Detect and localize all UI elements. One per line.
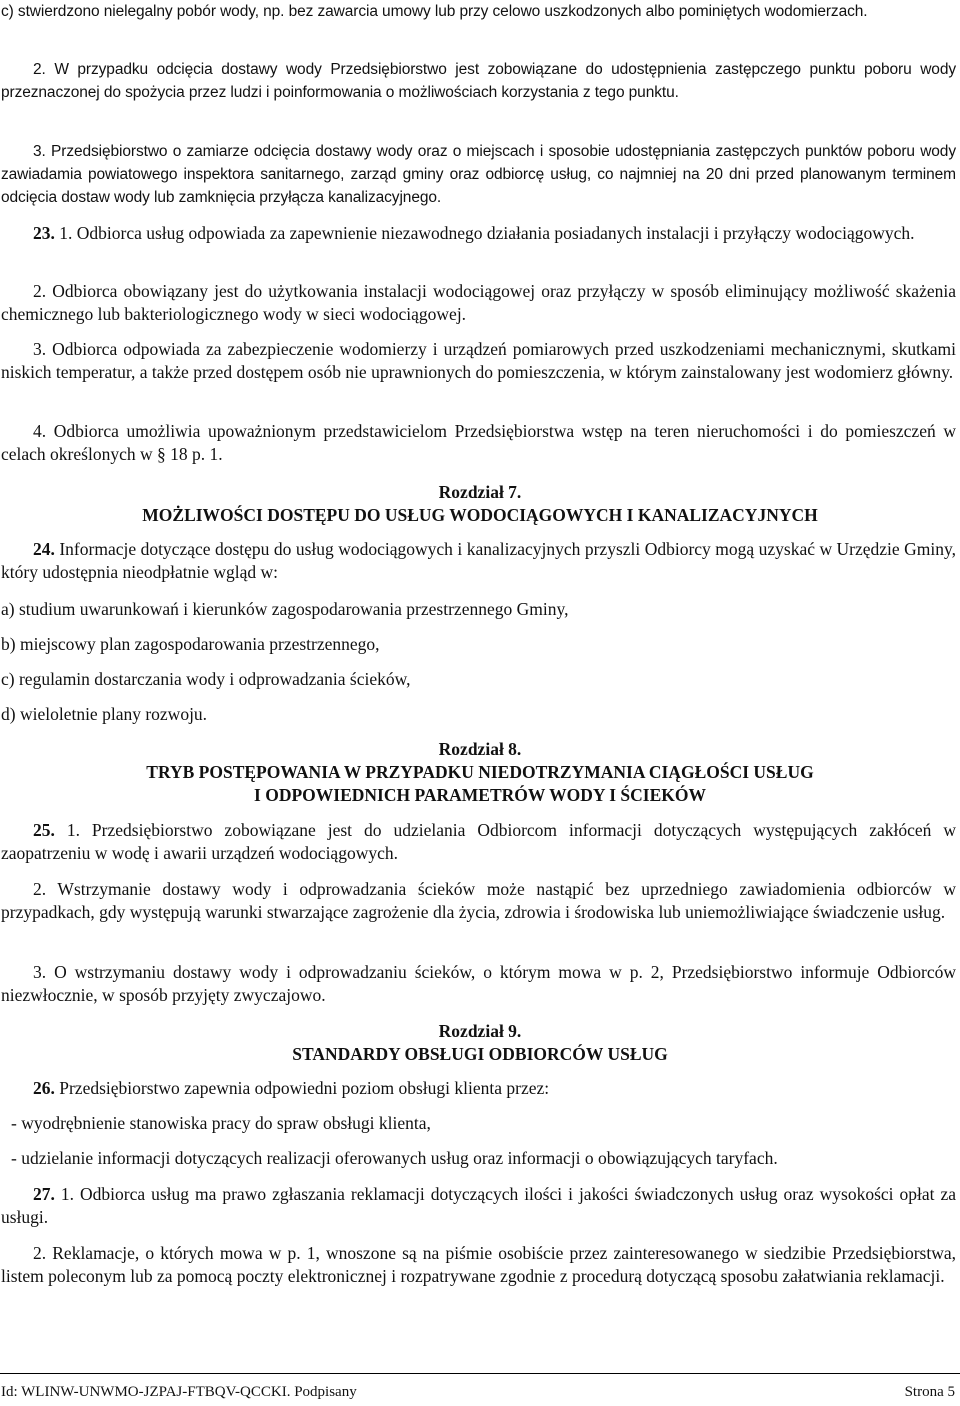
section-26 — [1, 1077, 956, 1100]
paragraph-number: 2. — [33, 61, 46, 78]
paragraph-3 — [1, 140, 956, 209]
chapter-8-label: Rozdział 8. — [438, 739, 522, 759]
section-25-point-2 — [1, 878, 956, 924]
section-25-point-3 — [1, 961, 956, 1007]
list-item-dash-2: - udzielanie informacji dotyczących realizacji oferowanych usług oraz informacji o obowiązujących taryfach. — [11, 1148, 778, 1168]
section-number: 25. — [33, 820, 55, 840]
paragraph-2 — [1, 58, 956, 104]
section-number: 23. — [33, 223, 55, 243]
paragraph-number: 3. — [33, 143, 46, 160]
list-item-a: a) studium uwarunkowań i kierunków zagospodarowania przestrzennego Gminy, — [1, 599, 569, 619]
section-24 — [1, 538, 956, 584]
section-23-point-2 — [1, 280, 956, 326]
paragraph-text: Przedsiębiorstwo zapewnia odpowiedni poziom obsługi klienta przez: — [59, 1078, 550, 1098]
section-23-point-1 — [1, 222, 956, 245]
section-25-point-1 — [1, 819, 956, 865]
paragraph-text: 2. Odbiorca obowiązany jest do użytkowania instalacji wodociągowej oraz przyłączy w sposób eliminujący możliwość skażenia chemicznego lub bakteriologicznego wody w sieci wodociągowej. — [1, 281, 956, 324]
section-27-point-2 — [1, 1242, 956, 1288]
paragraph-text: Informacje dotyczące dostępu do usług wodociągowych i kanalizacyjnych przyszli Odbiorcy mogą uzyskać w Urzędzie Gminy, który udostępnia nieodpłatnie wgląd w: — [1, 539, 956, 582]
chapter-8-title-line-1: TRYB POSTĘPOWANIA W PRZYPADKU NIEDOTRZYMANIA CIĄGŁOŚCI USŁUG — [146, 762, 814, 782]
paragraph-text: 2. Reklamacje, o których mowa w p. 1, wnoszone są na piśmie osobiście przez zainteresowanego w siedzibie Przedsiębiorstwa, listem poleconym lub za pomocą poczty elektronicznej i rozpatrywane zgodnie z procedurą dotyczącą sposobu załatwiania reklamacji. — [1, 1243, 956, 1286]
paragraph-text: 3. Odbiorca odpowiada za zabezpieczenie wodomierzy i urządzeń pomiarowych przed uszkodzeniami mechanicznymi, skutkami niskich temperatur, a także przed dostępem osób nie uprawnionych do pomieszczenia, w którym zainstalowany jest wodomierz główny. — [1, 339, 956, 382]
footer-document-id: Id: WLINW-UNWMO-JZPAJ-FTBQV-QCCKI. Podpisany — [1, 1384, 357, 1400]
paragraph-text: c) stwierdzono nielegalny pobór wody, np. bez zawarcia umowy lub przy celowo uszkodzonych albo pominiętych wodomierzach. — [1, 3, 868, 20]
paragraph-text: 1. Odbiorca usług odpowiada za zapewnienie niezawodnego działania posiadanych instalacji i przyłączy wodociągowych. — [59, 223, 915, 243]
chapter-7-title: MOŻLIWOŚCI DOSTĘPU DO USŁUG WODOCIĄGOWYCH I KANALIZACYJNYCH — [142, 505, 818, 525]
chapter-8-title-line-2: I ODPOWIEDNICH PARAMETRÓW WODY I ŚCIEKÓW — [254, 785, 706, 805]
section-23-point-3 — [1, 338, 956, 384]
section-number: 24. — [33, 539, 55, 559]
paragraph-text: 3. O wstrzymaniu dostawy wody i odprowadzaniu ścieków, o którym mowa w p. 2, Przedsiębiorstwo informuje Odbiorców niezwłocznie, w sposób przyjęty zwyczajowo. — [1, 962, 956, 1005]
list-item-b: b) miejscowy plan zagospodarowania przestrzennego, — [1, 634, 380, 654]
chapter-9-title: STANDARDY OBSŁUGI ODBIORCÓW USŁUG — [292, 1044, 668, 1064]
list-item-dash-1: - wyodrębnienie stanowiska pracy do spraw obsługi klienta, — [11, 1113, 431, 1133]
paragraph-c — [1, 0, 956, 23]
paragraph-text: 2. Wstrzymanie dostawy wody i odprowadzania ścieków może nastąpić bez uprzedniego zawiadomienia odbiorców w przypadkach, gdy występują warunki stwarzające zagrożenie dla życia, zdrowia i środowiska lub uniemożliwiające świadczenie usług. — [1, 879, 956, 922]
footer-page-number: Strona 5 — [904, 1384, 955, 1400]
section-number: 26. — [33, 1078, 55, 1098]
section-27-point-1 — [1, 1183, 956, 1229]
section-23-point-4 — [1, 420, 956, 466]
paragraph-text: 4. Odbiorca umożliwia upoważnionym przedstawicielom Przedsiębiorstwa wstęp na teren nieruchomości i do pomieszczeń w celach określonych w § 18 p. 1. — [1, 421, 956, 464]
paragraph-text: 1. Przedsiębiorstwo zobowiązane jest do udzielania Odbiorcom informacji dotyczących występujących zakłóceń w zaopatrzeniu w wodę i awarii urządzeń wodociągowych. — [1, 820, 957, 863]
chapter-9-label: Rozdział 9. — [438, 1021, 522, 1041]
chapter-7-label: Rozdział 7. — [438, 482, 522, 502]
paragraph-text: W przypadku odcięcia dostawy wody Przedsiębiorstwo jest zobowiązane do udostępnienia zastępczego punktu poboru wody przeznaczonej do spożycia przez ludzi i poinformowania o możliwościach korzystania z tego punktu. — [1, 61, 956, 101]
paragraph-text: 1. Odbiorca usług ma prawo zgłaszania reklamacji dotyczących ilości i jakości świadczonych usług oraz wysokości opłat za usługi. — [1, 1184, 957, 1227]
paragraph-text: Przedsiębiorstwo o zamiarze odcięcia dostawy wody oraz o miejscach i sposobie udostępniania zastępczych punktów poboru wody zawiadamia powiatowego inspektora sanitarnego, zarząd gminy oraz odbiorcę usług, co najmniej na 20 dni przed planowanym terminem odcięcia dostaw wody lub zamknięcia przyłącza kanalizacyjnego. — [1, 143, 956, 206]
footer-divider — [0, 1373, 960, 1374]
section-number: 27. — [33, 1184, 55, 1204]
list-item-c: c) regulamin dostarczania wody i odprowadzania ścieków, — [1, 669, 411, 689]
list-item-d: d) wieloletnie plany rozwoju. — [1, 704, 208, 724]
